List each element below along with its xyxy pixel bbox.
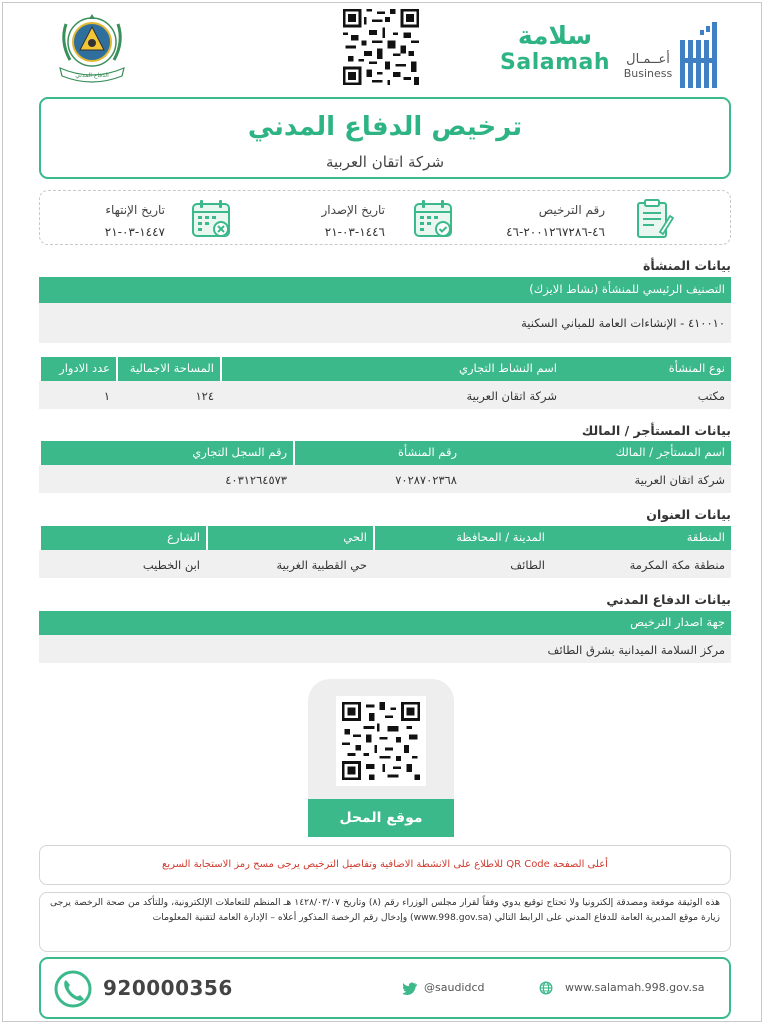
facility-col-floors: عدد الادوار (39, 357, 116, 381)
license-title-box (39, 97, 731, 179)
salamah-logo-en: Salamah (500, 50, 611, 75)
twitter-handle[interactable]: @saudidcd (424, 981, 485, 994)
address-district-value: حي القطبية الغربية (276, 558, 367, 572)
tenant-col-cr-no: رقم السجل التجاري (39, 441, 293, 465)
phone-number[interactable]: 920000356 (103, 976, 233, 1000)
address-street-value: ابن الخطيب (142, 558, 200, 572)
civil-defense-header (39, 611, 731, 635)
address-col-district: الحي (206, 526, 373, 550)
issue-date-value: ١٤٤٦-٠٣-٢١ (324, 225, 385, 239)
tenant-section-title: بيانات المستأجر / المالك (581, 423, 731, 438)
facility-activity-value: شركة اتقان العربية (466, 389, 557, 403)
license-title: ترخيص الدفاع المدني (247, 112, 523, 142)
facility-classification-header-text: التصنيف الرئيسي للمنشأة (نشاط الايزك) (529, 282, 725, 296)
facility-col-activity: اسم النشاط التجاري (220, 357, 563, 381)
website-link[interactable]: www.salamah.998.gov.sa (565, 981, 705, 994)
facility-classification-header (39, 277, 731, 303)
business-logo-ar: أعــمـال (626, 52, 670, 67)
address-city-value: الطائف (510, 558, 545, 572)
tenant-facility-no-value: ٧٠٢٨٧٠٢٣٦٨ (395, 473, 457, 487)
facility-table-row (39, 381, 731, 409)
business-mark-icon (676, 18, 726, 90)
address-region-value: منطقة مكة المكرمة (629, 558, 725, 572)
company-name: شركة اتقان العربية (325, 153, 445, 171)
facility-area-value: ١٢٤ (195, 389, 214, 403)
tenant-col-name: اسم المستأجر / المالك (615, 445, 725, 459)
svg-text:الدفاع المدني: الدفاع المدني (75, 72, 109, 79)
tenant-cr-no-value: ٤٠٣١٢٦٤٥٧٣ (225, 473, 287, 487)
salamah-logo (500, 22, 610, 76)
issue-date-label: تاريخ الإصدار (321, 203, 385, 217)
facility-table-header (39, 357, 731, 381)
address-col-city: المدينة / المحافظة (373, 526, 551, 550)
facility-col-area: المساحة الاجمالية (116, 357, 220, 381)
business-logo-en: Business (623, 67, 673, 80)
salamah-logo-ar: سلامة (517, 21, 593, 50)
address-section-title: بيانات العنوان (646, 507, 731, 522)
calendar-x-icon (190, 198, 234, 240)
facility-col-type: نوع المنشأة (668, 361, 725, 375)
license-info-box (39, 190, 731, 245)
expiry-date-value: ١٤٤٧-٠٣-٢١ (104, 225, 165, 239)
civil-defense-issuer-value: مركز السلامة الميدانية بشرق الطائف (547, 643, 725, 657)
facility-floors-value: ١ (103, 389, 110, 403)
site-location-qr-code[interactable] (336, 696, 426, 786)
tenant-table-row (39, 465, 731, 493)
civil-defense-col-issuer: جهة اصدار الترخيص (630, 615, 725, 629)
top-qr-code[interactable] (343, 9, 419, 85)
globe-icon (539, 981, 553, 995)
tenant-col-facility-no: رقم المنشأة (293, 441, 463, 465)
contact-footer (39, 957, 731, 1019)
site-location-label: موقع المحل (308, 799, 454, 837)
twitter-icon (403, 981, 417, 995)
address-col-street: الشارع (39, 526, 206, 550)
business-logo (616, 18, 726, 90)
facility-classification-row (39, 303, 731, 343)
phone-icon (53, 969, 93, 1009)
license-number-label: رقم الترخيص (538, 203, 605, 217)
license-document-icon (632, 198, 676, 240)
address-table-header (39, 526, 731, 550)
calendar-check-icon (412, 198, 456, 240)
address-col-region: المنطقة (686, 530, 725, 544)
facility-section-title: بيانات المنشأة (642, 258, 731, 273)
license-number-value: ٤٦-٢٠٠١٢٦٧٢٨٦-٤٦ (506, 225, 605, 239)
facility-type-value: مكتب (697, 389, 725, 403)
expiry-date-label: تاريخ الإنتهاء (105, 203, 165, 217)
tenant-name-value: شركة اتقان العربية (634, 473, 725, 487)
facility-classification-value: ٤١٠٠١٠ - الإنشاءات العامة للمباني السكنية (521, 316, 725, 330)
address-table-row (39, 550, 731, 578)
legal-disclaimer: هذه الوثيقة موقعة ومصدقة إلكترونيا ولا تحتاج توقيع يدوي وفقاً لقرار مجلس الوزراء رقم (٨) وتاريخ ١٤٢٨/٠٣/٠٧ هـ المنظم للتعاملات الإلكترونية، وللتأكد من صحة الرخصة يرجى زيارة موقع المديرية العامة للدفاع المدني على الرابط التالي (www.998.gov.sa) وإدخال رقم الرخصة المذكور أعلاه – الإدارة العامة لتقنية المعلومات (39, 892, 731, 952)
tenant-table-header (39, 441, 731, 465)
civil-defense-row (39, 635, 731, 663)
civil-defense-section-title: بيانات الدفاع المدني (606, 592, 731, 607)
civil-defense-seal-logo (52, 12, 132, 86)
qr-notice: للاطلاع على الانشطة الاضافية وتفاصيل الترخيص يرجى مسح رمز الاستجابة السريع QR Code أعلى الصفحة (39, 845, 731, 885)
